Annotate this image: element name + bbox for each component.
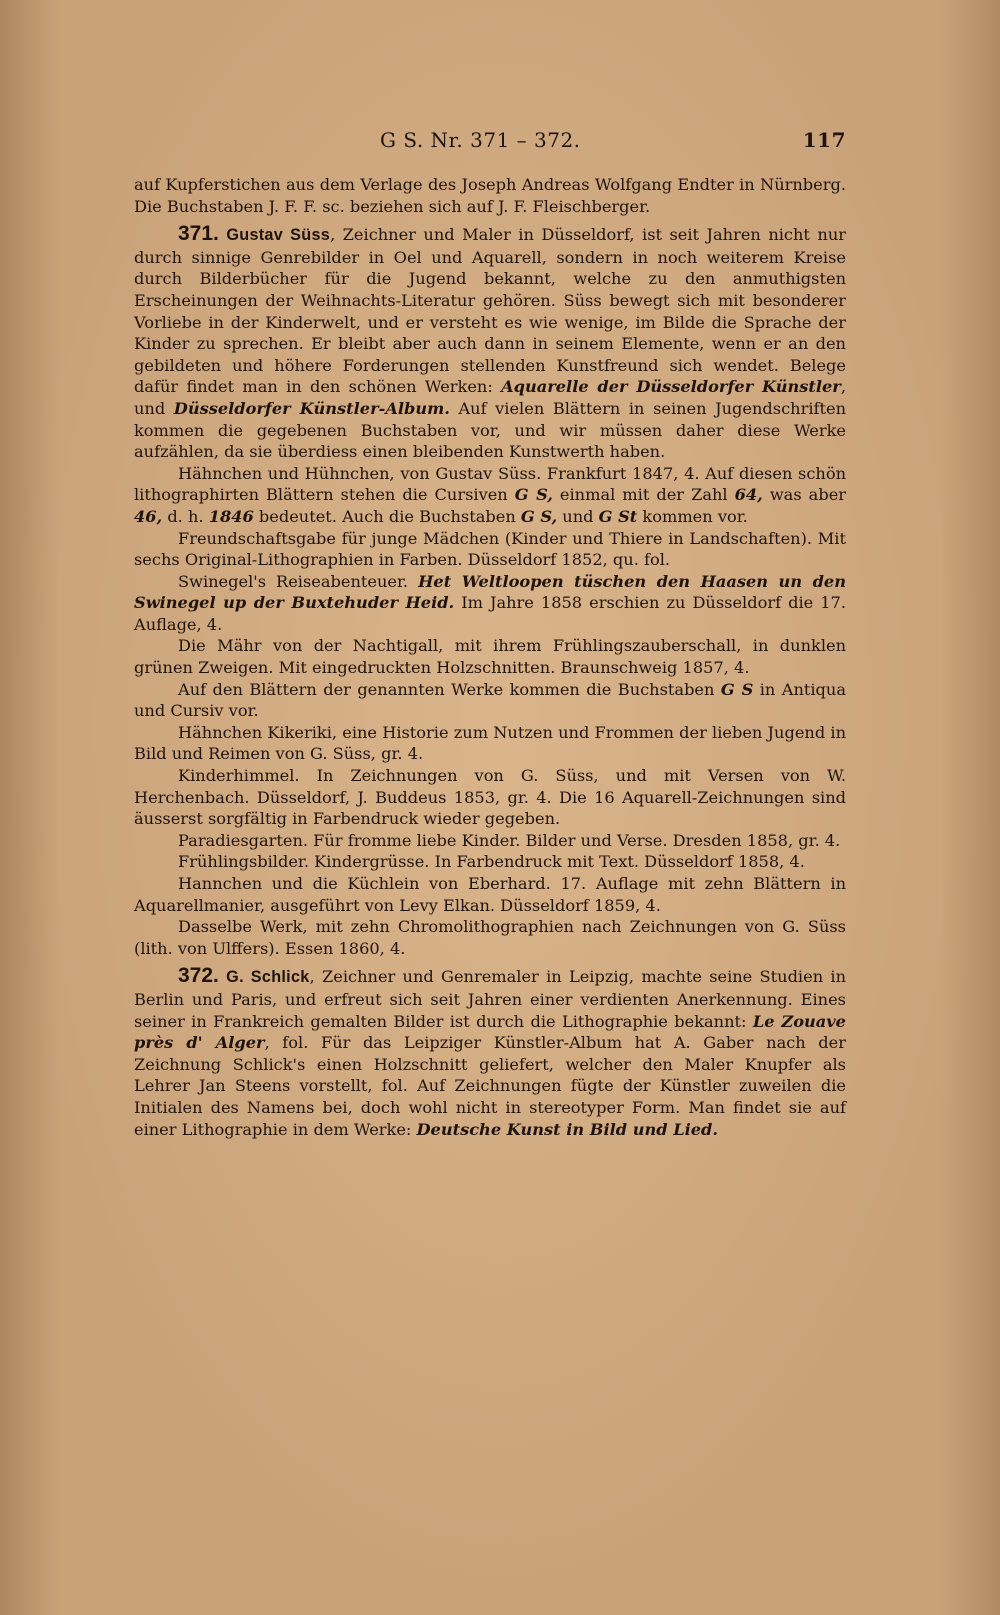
entry-number: 372. [178, 964, 219, 988]
work-entry: Swinegel's Reiseabenteuer. Het Weltloopen tüschen den Haasen un den Swinegel up der Buxtehuder Heid. Im Jahre 1858 erschien zu Düsseldorf die 17. Auflage, 4. [134, 571, 846, 634]
page-header [134, 128, 846, 158]
work-entry: Dasselbe Werk, mit zehn Chromolithographien nach Zeichnungen von G. Süss (lith. von Ulffers). Essen 1860, 4. [134, 917, 846, 958]
work-entry: Paradiesgarten. Für fromme liebe Kinder. Bilder und Verse. Dresden 1858, gr. 4. [178, 830, 841, 850]
entry-371: 371. Gustav Süss, Zeichner und Maler in Düsseldorf, ist seit Jahren nicht nur durch sinnige Genrebilder in Oel und Aquarell, sondern in noch weiterem Kreise durch Bilderbücher für die Jugend bekannt, welche zu den anmuthigsten Erscheinungen der Weihnachts-Literatur gehören. Süss bewegt sich mit besonderer Vorliebe in der Kinderwelt, und er versteht es wie wenige, im Bilde die Sprache der Kinder zu sprechen. Er bleibt aber auch dann in seinem Elemente, wenn er an den gebildeten und höhere Forderungen stellenden Kunstfreund sich wendet. Belege dafür findet man in den schönen Werken: Aquarelle der Düsseldorfer Künstler, und Düsseldorfer Künstler-Album. Auf vielen Blättern in seinen Jugendschriften kommen die gegebenen Buchstaben vor, und wir müssen daher diese Werke aufzählen, da sie überdiess einen bleibenden Kunstwerth haben. [134, 222, 847, 462]
entry-372: 372. G. Schlick, Zeichner und Genremaler in Leipzig, machte seine Studien in Berlin und Paris, und erfreut sich seit Jahren einer verdienten Anerkennung. Eines seiner in Frankreich gemalten Bilder ist durch die Lithographie bekannt: Le Zouave près d' Alger, fol. Für das Leipziger Künstler-Album hat A. Gaber nach der Zeichnung Schlick's einen Holzschnitt geliefert, welcher den Maler Knupfer als Lehrer Jan Steens vorstellt, fol. Auf Zeichnungen fügte der Künstler zuweilen die Initialen des Namens bei, doch wohl nicht in stereotyper Form. Man findet sie auf einer Lithographie in dem Werke: Deutsche Kunst in Bild und Lied. [134, 964, 847, 1139]
work-entry: Auf den Blättern der genannten Werke kommen die Buchstaben G S in Antiqua und Cursiv vor. [134, 679, 846, 721]
work-entry: Kinderhimmel. In Zeichnungen von G. Süss, und mit Versen von W. Herchenbach. Düsseldorf, J. Buddeus 1853, gr. 4. Die 16 Aquarell-Zeichnungen sind äusserst sorgfältig in Farbendruck wieder gegeben. [134, 766, 846, 829]
entry-text: , Zeichner und Maler in Düsseldorf, ist seit Jahren nicht nur durch sinnige Genrebilder in Oel und Aquarell, sondern in noch weiterem Kreise durch Bilderbücher für die Jugend bekannt, welche zu den anmuthigsten Erscheinungen der Weihnachts-Literatur gehören. Süss bewegt sich mit besonderer Vorliebe in der Kinderwelt, und er versteht es wie wenige, im Bilde die Sprache der Kinder zu sprechen. Er bleibt aber auch dann in seinem Elemente, wenn er an den gebildeten und höhere Forderungen stellenden Kunstfreund sich wendet. Belege dafür findet man in den schönen Werken: [134, 225, 846, 397]
work-entry: Frühlingsbilder. Kindergrüsse. In Farbendruck mit Text. Düsseldorf 1858, 4. [178, 852, 805, 872]
intro-paragraph: auf Kupferstichen aus dem Verlage des Joseph Andreas Wolfgang Endter in Nürnberg. Die Buchstaben J. F. F. sc. beziehen sich auf J. F. Fleischberger. [134, 175, 846, 216]
artist-name: G. Schlick [226, 968, 310, 987]
work-entry: Hähnchen Kikeriki, eine Historie zum Nutzen und Frommen der lieben Jugend in Bild und Reimen von G. Süss, gr. 4. [134, 722, 846, 764]
work-title: Düsseldorfer Künstler-Album. [173, 398, 450, 418]
artist-name: Gustav Süss [226, 226, 331, 245]
page-number: 117 [802, 128, 846, 152]
entry-number: 371. [178, 222, 219, 246]
work-title: Le Zouave près d' Alger [134, 1011, 846, 1053]
work-title: Deutsche Kunst in Bild und Lied. [416, 1119, 718, 1139]
work-entry: Hähnchen und Hühnchen, von Gustav Süss. Frankfurt 1847, 4. Auf diesen schön lithographirten Blättern stehen die Cursiven G S, einmal mit der Zahl 64, was aber 46, d. h. 1846 bedeutet. Auch die Buchstaben G S, und G St kommen vor. [134, 463, 847, 526]
work-entry: Freundschaftsgabe für junge Mädchen (Kinder und Thiere in Landschaften). Mit sechs Original-Lithographien in Farben. Düsseldorf 1852, qu. fol. [134, 528, 846, 570]
work-entry: Die Mähr von der Nachtigall, mit ihrem Frühlingszauberschall, in dunklen grünen Zweigen. Mit eingedruckten Holzschnitten. Braunschweig 1857, 4. [134, 636, 846, 678]
work-title: Aquarelle der Düsseldorfer Künstler [501, 377, 841, 397]
page-body [134, 174, 846, 1140]
work-entry: Hannchen und die Küchlein von Eberhard. 17. Auflage mit zehn Blättern in Aquarellmanier, ausgeführt von Levy Elkan. Düsseldorf 1859, 4. [134, 874, 846, 915]
running-head: G S. Nr. 371 – 372. [380, 128, 581, 152]
